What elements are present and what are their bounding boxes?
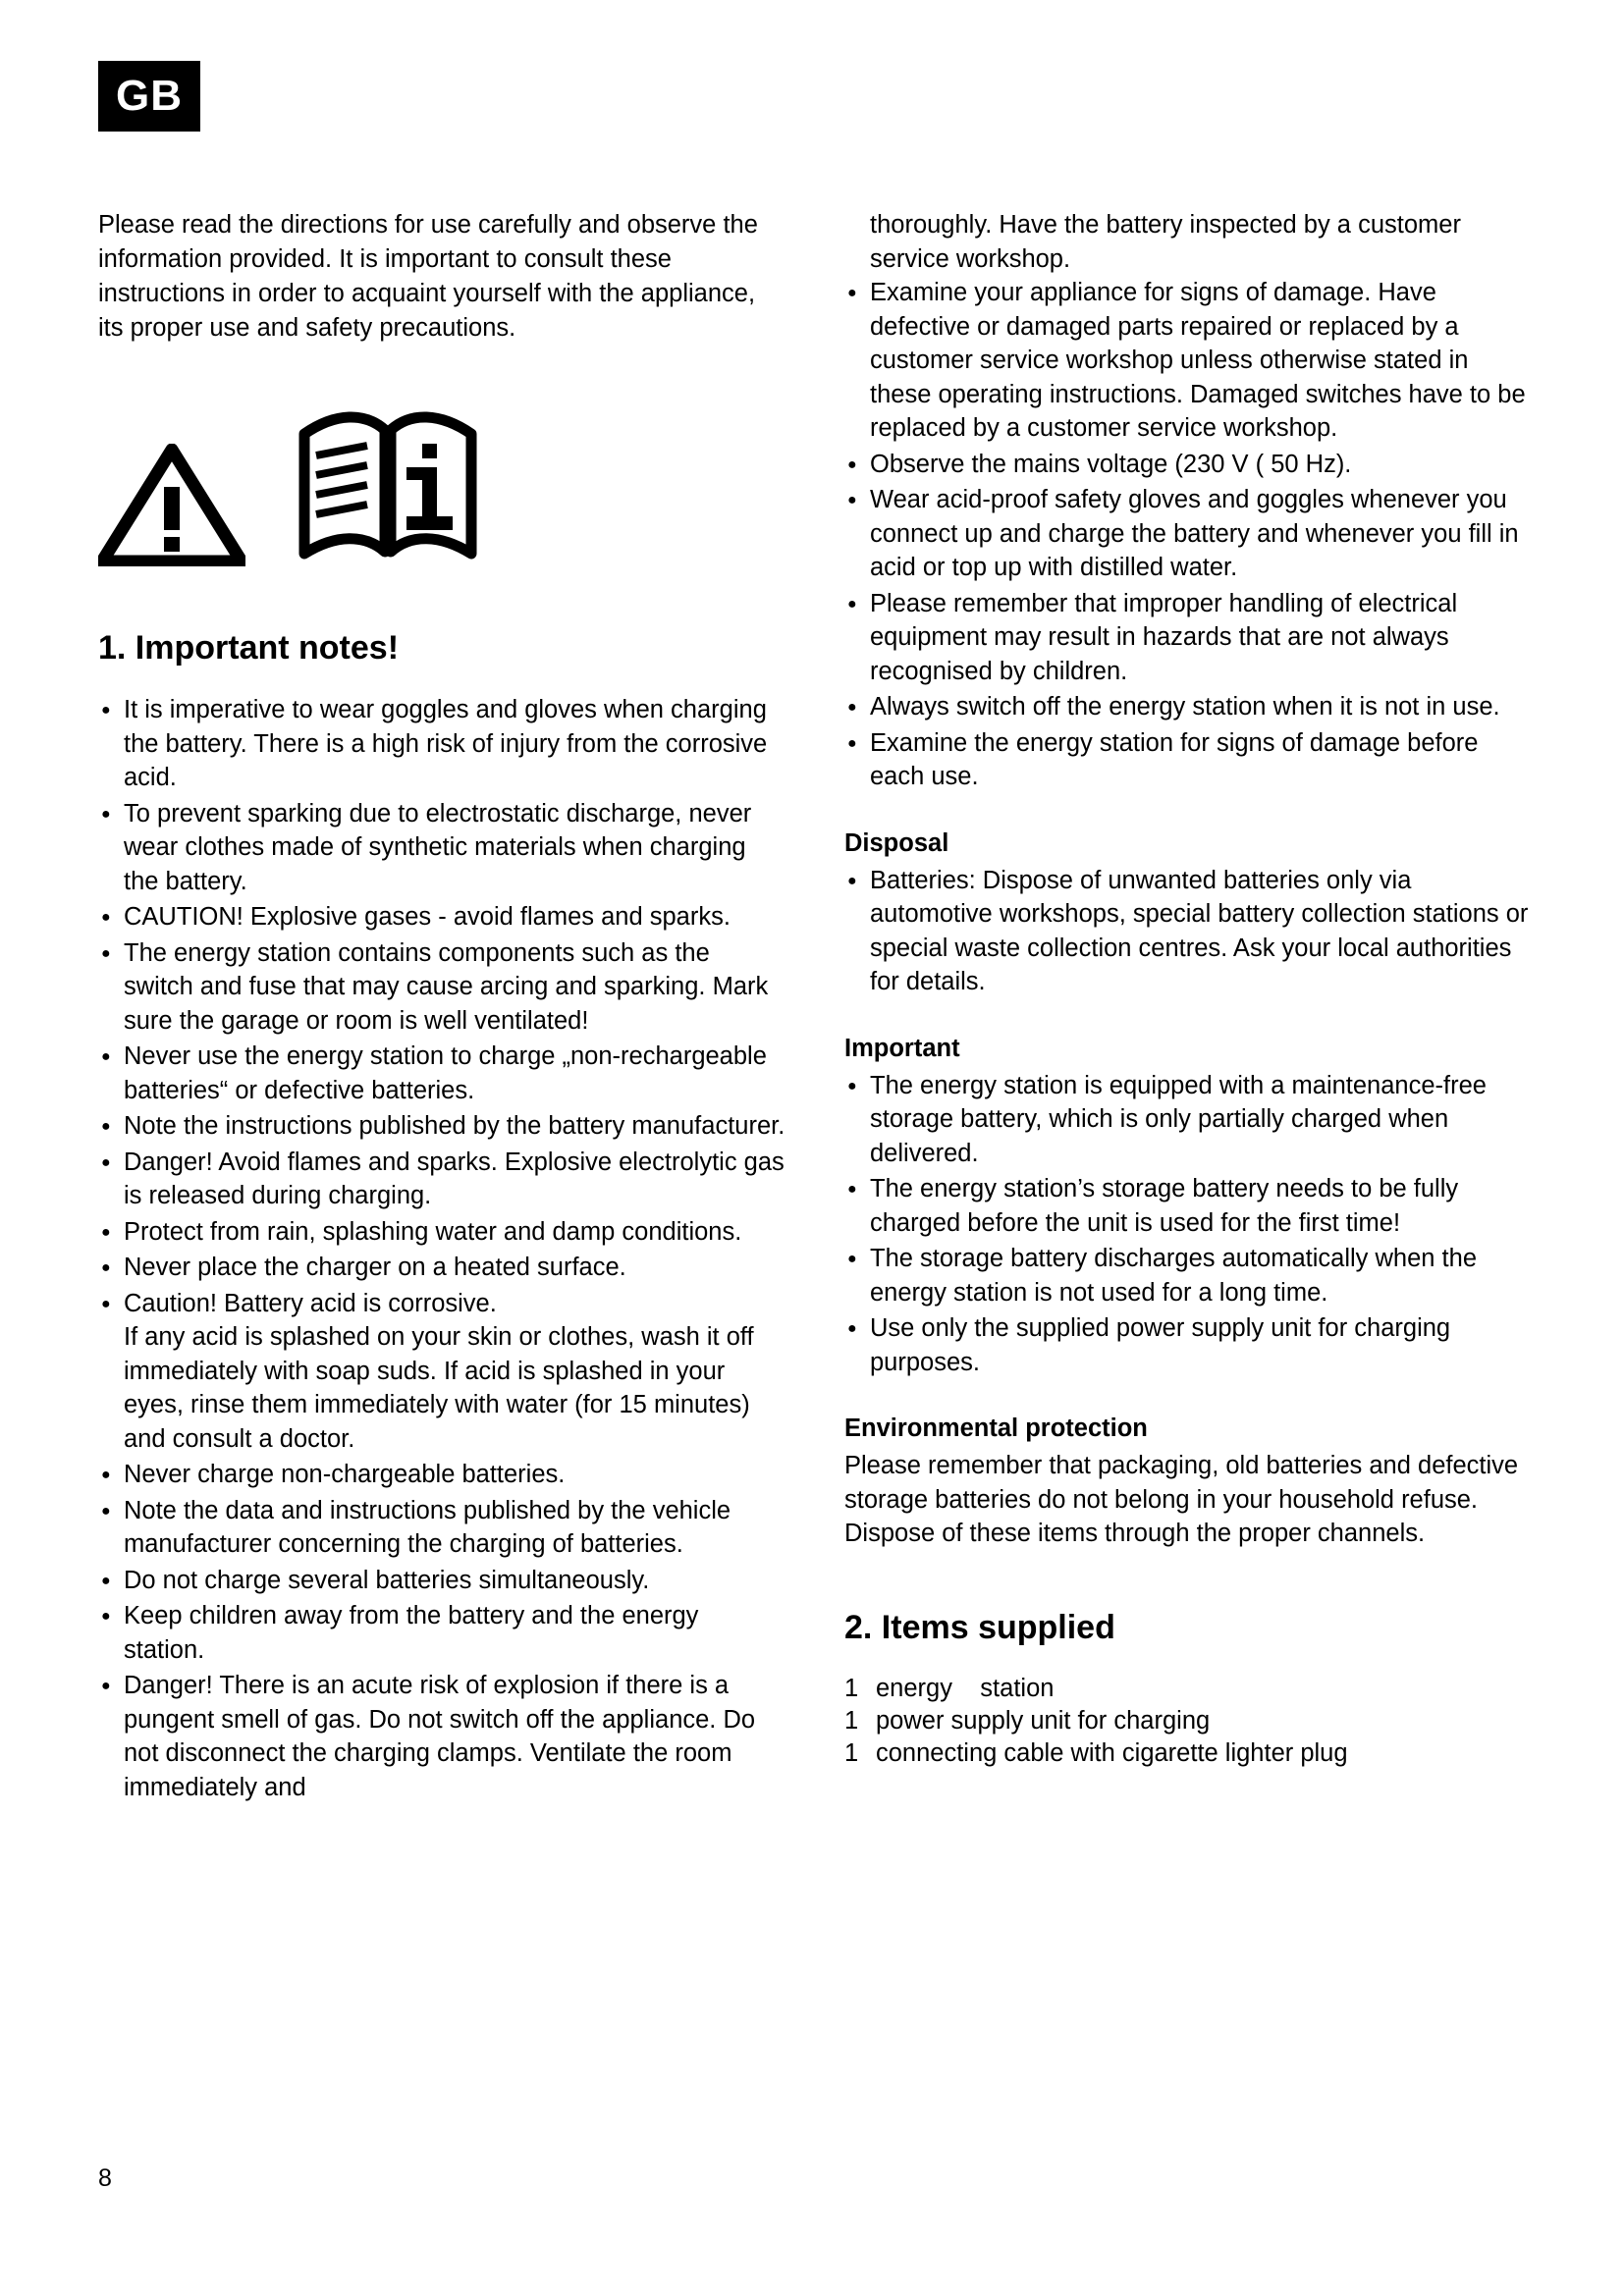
list-item: ● Please remember that improper handling of electrical equipment may result in hazards that are not always recognised by children.: [844, 587, 1532, 689]
section-1-bullet-list: [98, 693, 785, 1804]
list-item: ● The energy station’s storage battery needs to be fully charged before the unit is used for the first time!: [844, 1172, 1532, 1240]
list-item: ● Examine your appliance for signs of damage. Have defective or damaged parts repaired or replaced by a customer service workshop unless otherwise stated in these operating instructions. Damaged switches have to be replaced by a customer service workshop.: [844, 276, 1532, 446]
warning-triangle-icon: [98, 444, 245, 571]
list-item-text: Caution! Battery acid is corrosive.: [124, 1289, 497, 1317]
item-quantity: 1: [844, 1738, 859, 1767]
list-item: ● Keep children away from the battery and the energy station.: [98, 1599, 785, 1667]
list-item: [98, 1287, 785, 1457]
list-item: ● Note the instructions published by the battery manufacturer.: [98, 1109, 785, 1144]
list-item: ● The energy station contains components such as the switch and fuse that may cause arcing and sparking. Mark sure the garage or room is well ventilated!: [98, 936, 785, 1039]
list-item: ● Use only the supplied power supply unit for charging purposes.: [844, 1311, 1532, 1379]
list-item: [844, 1705, 1532, 1737]
environmental-protection-heading: Environmental protection: [844, 1415, 1148, 1442]
list-item: ● Danger! There is an acute risk of explosion if there is a pungent smell of gas. Do not switch off the appliance. Do not disconnect the charging clamps. Ventilate the room immediately and: [98, 1669, 785, 1804]
list-item: ● Protect from rain, splashing water and damp conditions.: [98, 1215, 785, 1250]
important-heading: Important: [844, 1034, 960, 1062]
important-bullet-list: [844, 1069, 1532, 1380]
list-item: ● The energy station is equipped with a maintenance-free storage battery, which is only partially charged when delivered.: [844, 1069, 1532, 1171]
left-column: [98, 208, 785, 1806]
list-item-continuation: If any acid is splashed on your skin or clothes, wash it off immediately with soap suds. If acid is splashed in your eyes, rinse them immediately with water (for 15 minutes) and consult a doctor.: [124, 1323, 754, 1453]
list-item: ● Examine the energy station for signs of damage before each use.: [844, 726, 1532, 794]
two-column-body: [98, 208, 1532, 1806]
list-item: [844, 1673, 1532, 1705]
disposal-heading: Disposal: [844, 828, 949, 857]
column-continuation-paragraph: thoroughly. Have the battery inspected by a customer service workshop.: [870, 211, 1461, 273]
list-item: ● Danger! Avoid flames and sparks. Explosive electrolytic gas is released during charging.: [98, 1146, 785, 1213]
list-item: ● Observe the mains voltage (230 V ( 50 Hz).: [844, 448, 1532, 482]
list-item: ● Never use the energy station to charge „non-rechargeable batteries“ or defective batteries.: [98, 1040, 785, 1107]
list-item: ● Do not charge several batteries simultaneously.: [98, 1564, 785, 1598]
list-item: ● The storage battery discharges automatically when the energy station is not used for a long time.: [844, 1242, 1532, 1309]
list-item: ● Batteries: Dispose of unwanted batteries only via automotive workshops, special battery collection stations or special waste collection centres. Ask your local authorities for details.: [844, 864, 1532, 999]
list-item: ● CAUTION! Explosive gases - avoid flames and sparks.: [98, 900, 785, 934]
section-2-heading: 2. Items supplied: [844, 1608, 1115, 1646]
language-badge: GB: [98, 61, 200, 132]
items-supplied-list: [844, 1673, 1532, 1770]
list-item: [844, 1737, 1532, 1770]
item-name: connecting cable with cigarette lighter plug: [876, 1738, 1348, 1767]
item-quantity: 1: [844, 1706, 859, 1735]
section-1-bullet-list-continued: [844, 276, 1532, 794]
list-item: ● Never place the charger on a heated surface.: [98, 1251, 785, 1285]
list-item: ● Always switch off the energy station when it is not in use.: [844, 690, 1532, 724]
section-1-heading: 1. Important notes!: [98, 629, 400, 667]
item-name: power supply unit for charging: [876, 1706, 1211, 1735]
disposal-bullet-list: [844, 864, 1532, 999]
environmental-protection-text: Please remember that packaging, old batteries and defective storage batteries do not belong in your household refuse. Dispose of these items through the proper channels.: [844, 1452, 1519, 1547]
list-item: ● It is imperative to wear goggles and gloves when charging the battery. There is a high risk of injury from the corrosive acid.: [98, 693, 785, 795]
read-manual-icon: [297, 395, 478, 571]
item-name: energy station: [876, 1674, 1055, 1702]
page-number: 8: [98, 2164, 112, 2192]
right-column: [844, 208, 1532, 1806]
list-item: ● To prevent sparking due to electrostatic discharge, never wear clothes made of synthetic materials when charging the battery.: [98, 797, 785, 899]
list-item: ● Never charge non-chargeable batteries.: [98, 1458, 785, 1492]
intro-paragraph: Please read the directions for use carefully and observe the information provided. It is important to consult these instructions in order to acquaint yourself with the appliance, its proper use and safety precautions.: [98, 211, 758, 342]
pictogram-row: [98, 400, 785, 571]
item-quantity: 1: [844, 1674, 859, 1702]
list-item: ● Note the data and instructions published by the vehicle manufacturer concerning the charging of batteries.: [98, 1494, 785, 1562]
list-item: ● Wear acid-proof safety gloves and goggles whenever you connect up and charge the battery and whenever you fill in acid or top up with distilled water.: [844, 483, 1532, 585]
